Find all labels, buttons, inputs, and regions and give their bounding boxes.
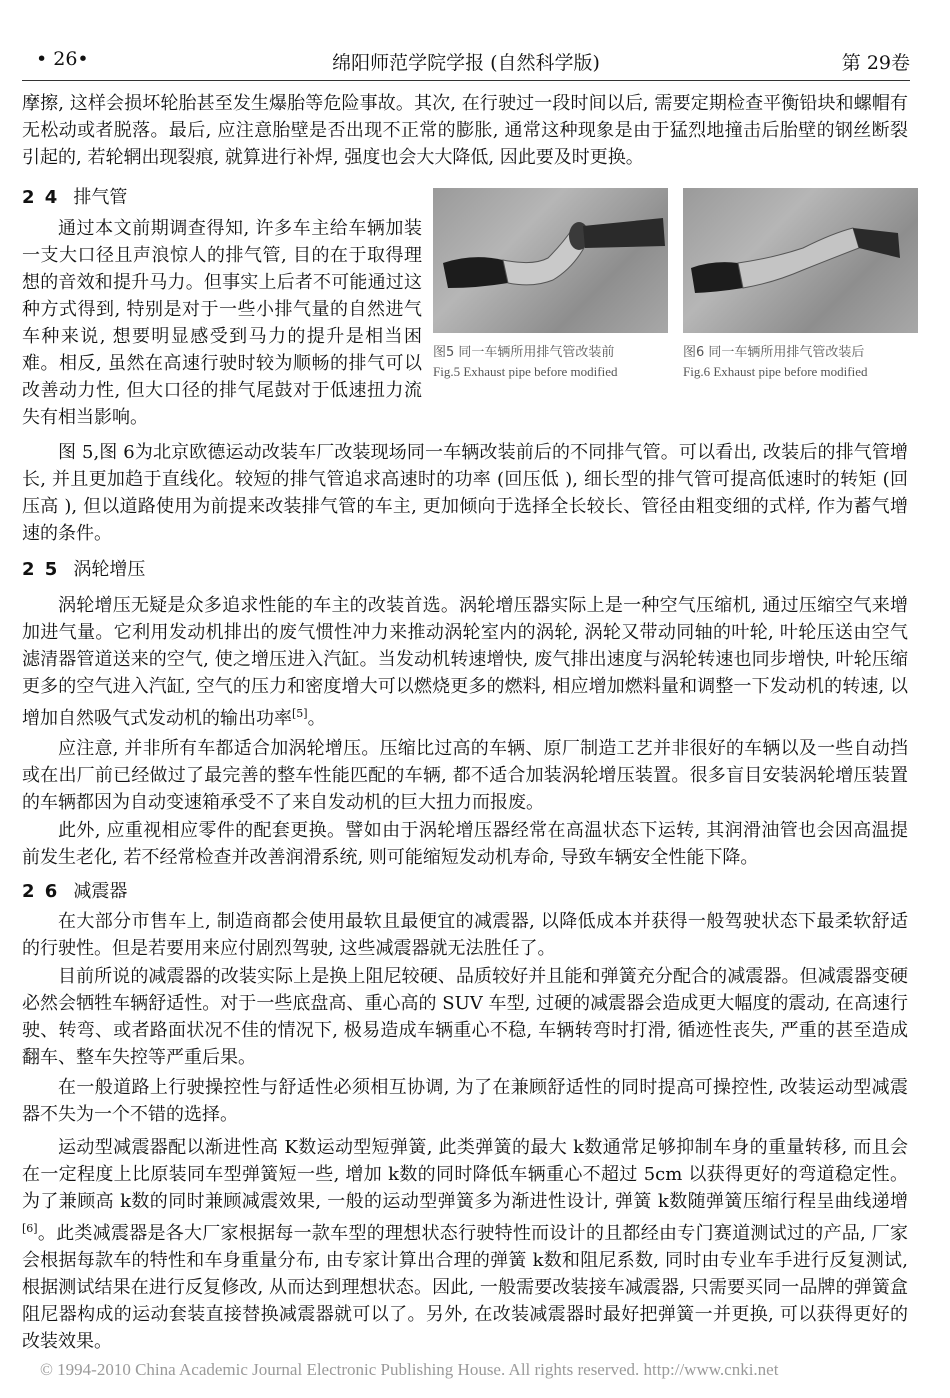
section-heading-2-5 [22,556,145,583]
section-number: 2 4 [22,187,60,208]
journal-title: 绵阳师范学院学报 (自然科学版) [332,52,600,74]
sec26-paragraph-3: 在一般道路上行驶操控性与舒适性必须相互协调, 为了在兼顾舒适性的同时提高可操控性, 改装运动型减震器不失为一个不错的选择。 [22,1077,908,1125]
section-title: 减震器 [73,881,128,902]
intro-paragraph: 摩擦, 这样会损坏轮胎甚至发生爆胎等危险事故。其次, 在行驶过一段时间以后, 需要定期检查平衡铅块和螺帽有无松动或者脱落。最后, 应注意胎壁是否出现不正常的膨胀, 通常这种现象是由于猛烈地撞击后胎壁的钢丝断裂引起的, 若轮辋出现裂痕, 就算进行补焊, 强度也会大大降低, 因此要及时更换。 [22,93,908,168]
figure-6-caption-cn: 图6 同一车辆所用排气管改装后 [683,345,865,360]
running-header [22,42,910,78]
paragraph-text-end: 。此类减震器是各大厂家根据每一款车型的理想状态行驶特性而设计的且都经由专门赛道测试过的产品, 厂家会根据每款车的特性和车身重量分布, 由专家计算出合理的弹簧 k数和阻尼系数, 同时由专业车手进行反复测试, 根据测试结果在进行反复修改, 从而达到理想状态。因此, 一般需要改装接车减震器, 只需要买同一品牌的弹簧盒阻尼器构成的运动套装直接替换减震器就可以了。另外, 在改装减震器时最好把弹簧一并更换, 可以获得更好的改装效果。 [22,1223,908,1352]
sec24-paragraph-2: 图 5,图 6为北京欧德运动改装车厂改装现场同一车辆改装前后的不同排气管。可以看出, 改装后的排气管增长, 并且更加趋于直线化。较短的排气管追求高速时的功率 (回压低 ), 细长型的排气管可提高低速时的转矩 (回压高 ), 但以道路使用为前提来改装排气管的车主, 更加倾向于选择全长较长、管径由粗变细的式样, 作为蓄气增速的条件。 [22,442,908,544]
sec24-paragraph-1: 通过本文前期调查得知, 许多车主给车辆加装一支大口径且声浪惊人的排气管, 目的在于取得理想的音效和提升马力。但事实上后者不可能通过这种方式得到, 特别是对于一些小排气量的自然进气车种来说, 想要明显感受到马力的提升是相当困难。相反, 虽然在高速行驶时较为顺畅的排气可以改善动力性, 但大口径的排气尾鼓对于低速扭力流失有相当影响。 [22,218,422,428]
paragraph-text: 涡轮增压无疑是众多追求性能的车主的改装首选。涡轮增压器实际上是一种空气压缩机, 通过压缩空气来增加进气量。它利用发动机排出的废气惯性冲力来推动涡轮室内的涡轮, 涡轮又带动同轴的叶轮, 叶轮压送由空气滤清器管道送来的空气, 使之增压进入汽缸。当发动机转速增快, 废气排出速度与涡轮转速也同步增快, 叶轮压缩更多的空气进入汽缸, 空气的压力和密度增大可以燃烧更多的燃料, 相应增加燃料量和调整一下发动机的转速, 以增加自然吸气式发动机的输出功率 [22,595,908,729]
figure-5 [433,188,683,380]
sec25-paragraph-3: 此外, 应重视相应零件的配套更换。譬如由于涡轮增压器经常在高温状态下运转, 其润滑油管也会因高温提前发生老化, 若不经常检查并改善润滑系统, 则可能缩短发动机寿命, 导致车辆安全性能下降。 [22,820,908,868]
sec26-paragraph-4 [22,1134,908,1355]
section-number: 2 6 [22,881,60,902]
figure-6-caption-en: Fig.6 Exhaust pipe before modified [683,364,868,379]
figure-5-caption-en: Fig.5 Exhaust pipe before modified [433,364,618,379]
citation-ref: [5] [292,707,308,720]
section-title: 涡轮增压 [73,559,146,580]
figure-5-caption-cn: 图5 同一车辆所用排气管改装前 [433,345,615,360]
paragraph-text: 运动型减震器配以渐进性高 K数运动型短弹簧, 此类弹簧的最大 k数通常足够抑制车身的重量转移, 而且会在一定程度上比原装同车型弹簧短一些, 增加 k数的同时降低车辆重心不超过 5cm 以获得更好的弯道稳定性。为了兼顾高 k数的同时兼顾减震效果, 一般的运动型弹簧多为渐进性设计, 弹簧 k数随弹簧压缩行程呈曲线递增 [22,1137,908,1212]
sec25-paragraph-1 [22,592,908,732]
section-title: 排气管 [73,187,128,208]
figure-6-photo [683,188,918,333]
section-heading-2-4 [22,184,127,211]
section-number: 2 5 [22,559,60,580]
exhaust-pipe-photo-before [433,188,668,333]
copyright-watermark: © 1994-2010 China Academic Journal Electronic Publishing House. All rights reserved. http://www.cnki.net [40,1360,779,1379]
sec25-paragraph-2: 应注意, 并非所有车都适合加涡轮增压。压缩比过高的车辆、原厂制造工艺并非很好的车辆以及一些自动挡或在出厂前已经做过了最完善的整车性能匹配的车辆, 都不适合加装涡轮增压装置。很多盲目安装涡轮增压装置的车辆都因为自动变速箱承受不了来自发动机的巨大扭力而报废。 [22,738,908,813]
header-rule [22,80,910,81]
sec26-paragraph-2: 目前所说的减震器的改装实际上是换上阻尼较硬、品质较好并且能和弹簧充分配合的减震器。但减震器变硬必然会牺牲车辆舒适性。对于一些底盘高、重心高的 SUV 车型, 过硬的减震器会造成更大幅度的震动, 在高速行驶、转弯、或者路面状况不佳的情况下, 极易造成车辆重心不稳, 车辆转弯时打滑, 循迹性丧失, 严重的甚至造成翻车、整车失控等严重后果。 [22,966,908,1068]
exhaust-pipe-photo-after [683,188,918,333]
figure-5-photo [433,188,668,333]
section-heading-2-6 [22,878,127,905]
volume-label: 第 29卷 [841,52,910,74]
sec26-paragraph-1: 在大部分市售车上, 制造商都会使用最软且最便宜的减震器, 以降低成本并获得一般驾驶状态下最柔软舒适的行驶性。但是若要用来应付剧烈驾驶, 这些减震器就无法胜任了。 [22,911,908,959]
paragraph-text-end: 。 [307,708,326,729]
citation-ref: [6] [22,1222,38,1235]
page-number: • 26• [36,48,89,70]
figure-6 [683,188,933,380]
